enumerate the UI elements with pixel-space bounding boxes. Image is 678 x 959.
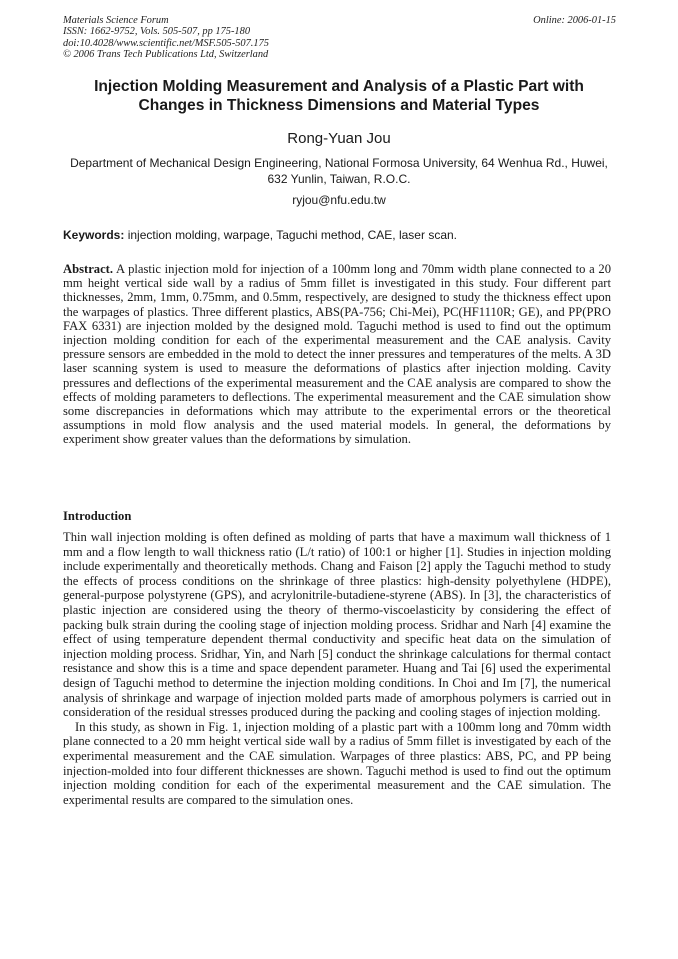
keywords-line	[63, 228, 618, 242]
introduction-body	[63, 530, 611, 807]
doi-line: doi:10.4028/www.scientific.net/MSF.505-507.175	[63, 37, 269, 49]
intro-paragraph-2: In this study, as shown in Fig. 1, injection molding of a plastic part with a 100mm long and 70mm width plane connected to a 20 mm height vertical side wall by a radius of 5mm fillet is investigated by each of the experimental measurement and the CAE simulation. Warpages of three plastics: ABS, PC, and PP being injection-molded into four different thicknesses are shown. Taguchi method is used to find out the optimum injection molding condition for each of the experimental measurement and the CAE simulation. The experimental results are compared to the simulation ones.	[63, 719, 611, 807]
abstract-label: Abstract.	[63, 262, 114, 276]
affiliation: Department of Mechanical Design Engineering, National Formosa University, 64 Wenhua Rd., Huwei, 632 Yunlin, Taiwan, R.O.C.	[70, 156, 608, 186]
online-date: Online: 2006-01-15	[533, 15, 616, 26]
section-heading-introduction: Introduction	[63, 509, 132, 523]
paper-title: Injection Molding Measurement and Analysis of a Plastic Part with Changes in Thickness Dimensions and Material Types	[94, 78, 584, 114]
issn-line: ISSN: 1662-9752, Vols. 505-507, pp 175-180	[63, 26, 251, 38]
journal-name: Materials Science Forum	[63, 15, 169, 26]
keywords-text: injection molding, warpage, Taguchi method, CAE, laser scan.	[127, 228, 457, 242]
copyright-line: © 2006 Trans Tech Publications Ltd, Switzerland	[63, 49, 269, 61]
keywords-label: Keywords:	[63, 228, 125, 242]
abstract-text: A plastic injection mold for injection of a 100mm long and 70mm width plane connected to a 20 mm height vertical side wall by a radius of 5mm fillet is investigated in this study. Four different part thicknesses, 2mm, 1mm, 0.75mm, and 0.5mm, respectively, are designed to study the thickness effect upon the warpages of plastics. Three different plastics, ABS(PA-756; Chi-Mei), PC(HF1110R; GE), and PP(PRO FAX 6331) are injection molded by the designed mold. Taguchi method is used to find out the optimum injection molding condition for each of the experimental measurement and the CAE analysis. Cavity pressure sensors are embedded in the mold to detect the inner pressures and temperatures of the melts. A 3D laser scanning system is used to measure the deformations of plastics after injection molding. Cavity pressures and deflections of the experimental measurement and the CAE analysis are compared to show the effects of molding parameters to deflections. The experimental measurement and the CAE simulation show some discrepancies in deformations which may attribute to the experimental errors or the theoretical assumptions in mold flow analysis and the used material models. In general, the deformations by experiment show greater values than the deformations by simulation.	[63, 262, 611, 447]
author-email: ryjou@nfu.edu.tw	[292, 193, 386, 207]
abstract	[63, 262, 611, 447]
intro-paragraph-1: Thin wall injection molding is often defined as molding of parts that have a maximum wall thickness of 1 mm and a flow length to wall thickness ratio (L/t ratio) of 100:1 or higher [1]. Studies in injection molding include experimentally and theoretically methods. Chang and Faison [2] apply the Taguchi method to study the effects of process conditions on the shrinkage of three plastics: high-density polyethylene (HDPE), general-purpose polystyrene (GPS), and acrylonitrile-butadiene-styrene (ABS). In [3], the characteristics of plastic injection are considered using the theory of thermo-viscoelasticity by considering the effect of packing bulk strain during the cooling stage of injection molding process. Sridhar and Narh [4] examine the effect of using temperature dependent thermal conductivity and specific heat data on the simulation of injection molding process. Sridhar, Yin, and Narh [5] conduct the shrinkage calculations for thermal contact resistance and show this is a time and space dependent parameter. Huang and Tai [6] used the experimental design of Taguchi method to determine the injection molding conditions. In Choi and Im [7], the numerical analysis of shrinkage and warpage of injection molded parts made of amorphous polymers is carried out in consideration of the residual stresses produced during the packing and cooling stages of injection molding.	[63, 530, 611, 720]
author-name: Rong-Yuan Jou	[287, 130, 391, 147]
journal-header	[63, 15, 269, 61]
